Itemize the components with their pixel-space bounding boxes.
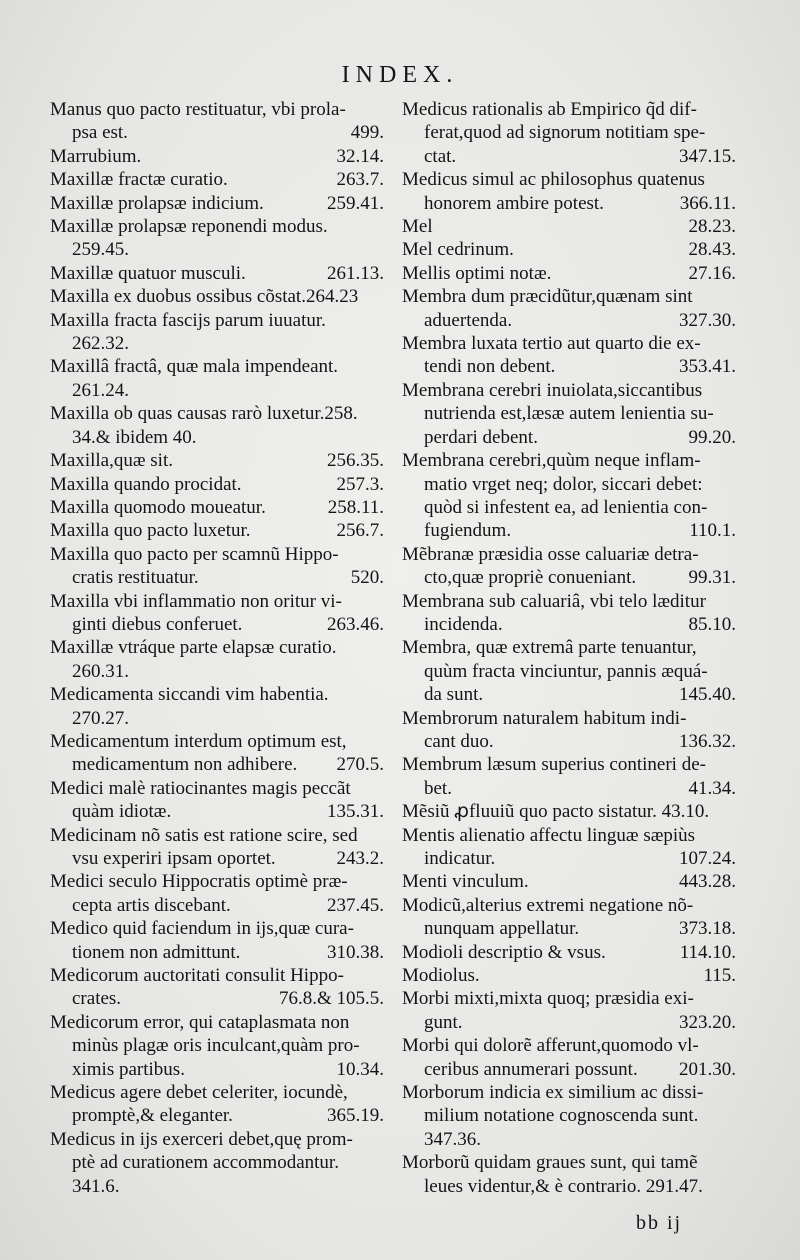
index-entry	[50, 1011, 384, 1081]
entry-text: Maxillâ fractâ, quæ mala impendeant.	[50, 356, 339, 378]
entry-text: Mellis optimi notæ.	[402, 262, 552, 284]
index-line	[402, 379, 736, 402]
index-entry	[50, 98, 384, 145]
entry-text: Medicorum auctoritati consulit Hippo-	[50, 965, 344, 987]
index-entry	[402, 262, 736, 285]
index-entry	[50, 870, 384, 917]
index-line	[402, 660, 736, 683]
entry-text: 34.& ibidem 40.	[72, 426, 197, 448]
index-entry	[402, 964, 736, 987]
page-reference: 261.13.	[327, 262, 384, 284]
index-line	[50, 168, 384, 191]
index-entry	[402, 1151, 736, 1198]
entry-text: 341.6.	[72, 1175, 120, 1197]
index-line	[402, 917, 736, 940]
entry-text: Mentis alienatio affectu linguæ sæpiùs	[402, 824, 696, 846]
index-line	[402, 1034, 736, 1057]
index-line	[50, 192, 384, 215]
index-line	[402, 730, 736, 753]
index-line	[402, 215, 736, 238]
entry-text: Membrana cerebri inuiolata,siccantibus	[402, 379, 703, 401]
index-entry	[50, 777, 384, 824]
entry-text: Morbi qui dolorẽ afferunt,quomodo vl-	[402, 1035, 699, 1057]
entry-text: Maxilla,quæ sit.	[50, 450, 173, 472]
page-reference: 237.45.	[327, 894, 384, 916]
entry-text: matio vrget neq; dolor, siccari debet:	[424, 473, 703, 495]
page-reference: 443.28.	[679, 871, 736, 893]
index-line	[50, 777, 384, 800]
entry-text: 347.36.	[424, 1128, 481, 1150]
index-line	[402, 355, 736, 378]
page-reference: 323.20.	[679, 1011, 736, 1033]
index-column-left	[50, 98, 384, 1198]
entry-text: Medicus simul ac philosophus quatenus	[402, 169, 705, 191]
index-entry	[402, 800, 736, 823]
entry-text: Mel cedrinum.	[402, 239, 514, 261]
index-line	[402, 683, 736, 706]
entry-text: medicamentum non adhibere.	[72, 754, 298, 776]
index-entry	[50, 1081, 384, 1128]
entry-text: 270.27.	[72, 707, 129, 729]
page-reference: 76.8.& 105.5.	[278, 988, 384, 1010]
index-line	[50, 730, 384, 753]
index-entry	[50, 590, 384, 637]
entry-text: Medicus rationalis ab Empirico q̃d dif-	[402, 99, 697, 120]
index-entry	[50, 215, 384, 262]
index-line	[50, 543, 384, 566]
page-reference: 270.5.	[336, 754, 384, 776]
index-line	[402, 426, 736, 449]
index-entry	[50, 519, 384, 542]
index-entry	[402, 753, 736, 800]
index-line	[50, 707, 384, 730]
page-reference: 347.15.	[679, 145, 736, 167]
page-reference: 136.32.	[679, 730, 736, 752]
index-line	[402, 309, 736, 332]
entry-text: Maxilla quando procidat.	[50, 473, 242, 495]
index-line	[402, 145, 736, 168]
index-line	[402, 964, 736, 987]
page-reference: 201.30.	[679, 1058, 736, 1080]
entry-text: Mel	[402, 216, 433, 238]
index-line	[402, 1151, 736, 1174]
index-line	[50, 824, 384, 847]
entry-text: 260.31.	[72, 660, 129, 682]
page-reference: 365.19.	[327, 1105, 384, 1127]
page-reference: 499.	[350, 122, 384, 144]
entry-text: Maxillæ prolapsæ reponendi modus.	[50, 216, 328, 238]
entry-text: cto,quæ propriè conueniant.	[424, 567, 637, 589]
index-line	[50, 449, 384, 472]
index-line	[402, 168, 736, 191]
entry-text: fugiendum.	[424, 520, 512, 542]
index-entry	[50, 496, 384, 519]
index-line	[50, 1151, 384, 1174]
index-line	[402, 1081, 736, 1104]
index-line	[50, 1081, 384, 1104]
index-entry	[50, 636, 384, 683]
index-line	[50, 1175, 384, 1198]
index-entry	[402, 894, 736, 941]
index-entry	[402, 707, 736, 754]
entry-text: Maxilla quo pacto luxetur.	[50, 520, 251, 542]
index-entry	[50, 543, 384, 590]
page-reference: 28.23.	[688, 216, 736, 238]
index-entry	[402, 285, 736, 332]
index-line	[50, 1034, 384, 1057]
entry-text: Medici malè ratiocinantes magis peccãt	[50, 777, 351, 799]
index-entry	[402, 870, 736, 893]
page-reference: 263.7.	[336, 169, 384, 191]
entry-text: nunquam appellatur.	[424, 918, 580, 940]
entry-text: ginti diebus conferuet.	[72, 613, 243, 635]
index-entry	[50, 964, 384, 1011]
index-line	[50, 426, 384, 449]
page-reference: 99.20.	[688, 426, 736, 448]
index-entry	[50, 683, 384, 730]
page-reference: 259.41.	[327, 192, 384, 214]
index-line	[402, 870, 736, 893]
index-line	[50, 1011, 384, 1034]
index-line	[402, 800, 736, 823]
index-line	[402, 332, 736, 355]
index-entry	[402, 98, 736, 168]
index-line	[50, 660, 384, 683]
index-line	[402, 847, 736, 870]
entry-text: Membra, quæ extremâ parte tenuantur,	[402, 637, 697, 659]
entry-text: tendi non debent.	[424, 356, 556, 378]
entry-text: Medicamenta siccandi vim habentia.	[50, 684, 329, 706]
index-entry	[50, 1128, 384, 1198]
index-line	[402, 98, 736, 121]
index-line	[50, 590, 384, 613]
index-line	[50, 636, 384, 659]
index-entry	[402, 238, 736, 261]
index-line	[50, 473, 384, 496]
index-line	[402, 777, 736, 800]
index-line	[50, 800, 384, 823]
entry-text: Medicorum error, qui cataplasmata non	[50, 1011, 350, 1033]
page-reference: 110.1.	[689, 520, 736, 542]
page-reference: 256.35.	[327, 450, 384, 472]
page-reference: 99.31.	[688, 567, 736, 589]
entry-text: Maxilla fracta fascijs parum iuuatur.	[50, 309, 326, 331]
index-line	[402, 496, 736, 519]
index-line	[50, 121, 384, 144]
page-reference: 258.11.	[327, 496, 384, 518]
index-line	[402, 566, 736, 589]
entry-text: Morborũ quidam graues sunt, qui tamẽ	[402, 1152, 698, 1174]
index-line	[50, 1128, 384, 1151]
index-line	[50, 98, 384, 121]
entry-text: indicatur.	[424, 848, 496, 869]
index-line	[50, 402, 384, 425]
entry-text: Maxilla ex duobus ossibus cõstat.264.23	[50, 286, 359, 308]
index-line	[402, 192, 736, 215]
index-line	[50, 355, 384, 378]
entry-text: cratis restituatur.	[72, 567, 199, 589]
entry-text: tionem non admittunt.	[72, 941, 241, 963]
entry-text: Menti vinculum.	[402, 871, 529, 893]
index-entry	[402, 449, 736, 543]
index-line	[402, 449, 736, 472]
index-line	[50, 238, 384, 261]
index-line	[402, 894, 736, 917]
index-line	[402, 1104, 736, 1127]
entry-text: nutrienda est,læsæ autem lenientia su-	[424, 403, 714, 425]
entry-text: Medicamentum interdum optimum est,	[50, 730, 347, 752]
page-reference: 135.31.	[327, 801, 384, 823]
index-line	[402, 543, 736, 566]
index-line	[50, 496, 384, 519]
index-line	[50, 941, 384, 964]
index-entry	[402, 543, 736, 590]
index-entry	[50, 917, 384, 964]
entry-text: psa est.	[72, 122, 128, 144]
page-reference: 41.34.	[688, 777, 736, 799]
entry-text: aduertenda.	[424, 309, 513, 331]
index-entry	[50, 449, 384, 472]
index-line	[402, 987, 736, 1010]
entry-text: ceribus annumerari possunt.	[424, 1058, 638, 1080]
index-entry	[50, 473, 384, 496]
entry-text: Maxillæ prolapsæ indicium.	[50, 192, 264, 214]
entry-text: Marrubium.	[50, 145, 142, 167]
index-entry	[402, 590, 736, 637]
index-column-right	[402, 98, 736, 1198]
entry-text: cepta artis discebant.	[72, 894, 231, 916]
index-entry	[50, 145, 384, 168]
entry-text: 261.24.	[72, 379, 129, 401]
signature-mark: bb ij	[636, 1212, 683, 1234]
index-entry	[402, 941, 736, 964]
entry-text: Maxilla quomodo moueatur.	[50, 496, 266, 518]
index-line	[50, 145, 384, 168]
index-line	[402, 1058, 736, 1081]
index-entry	[402, 1034, 736, 1081]
entry-text: Medicus in ijs exerceri debet,quę prom-	[50, 1128, 353, 1150]
index-line	[402, 707, 736, 730]
entry-text: Maxillæ fractæ curatio.	[50, 169, 228, 191]
page-reference: 107.24.	[679, 848, 736, 869]
entry-text: quùm fracta vinciuntur, pannis æquá-	[424, 660, 708, 682]
index-line	[402, 1128, 736, 1151]
index-line	[402, 473, 736, 496]
index-entry	[50, 285, 384, 308]
entry-text: ferat,quod ad signorum notitiam spe-	[424, 122, 706, 144]
index-entry	[50, 262, 384, 285]
index-line	[50, 964, 384, 987]
index-entry	[402, 379, 736, 449]
entry-text: Maxilla ob quas causas rarò luxetur.258.	[50, 403, 358, 425]
index-line	[50, 870, 384, 893]
index-line	[50, 332, 384, 355]
entry-text: Membrana cerebri,quùm neque inflam-	[402, 450, 701, 472]
index-entry	[50, 824, 384, 871]
index-line	[402, 753, 736, 776]
index-entry	[402, 987, 736, 1034]
page-reference: 27.16.	[688, 262, 736, 284]
entry-text: Medico quid faciendum in ijs,quæ cura-	[50, 918, 354, 940]
entry-text: ptè ad curationem accommodantur.	[72, 1152, 339, 1174]
index-line	[402, 285, 736, 308]
index-entry	[402, 636, 736, 706]
page-reference: 114.10.	[679, 941, 736, 963]
entry-text: milium notatione cognoscenda sunt.	[424, 1105, 699, 1127]
index-entry	[402, 215, 736, 238]
index-line	[402, 121, 736, 144]
entry-text: quàm idiotæ.	[72, 801, 172, 823]
index-line	[50, 215, 384, 238]
page-reference: 257.3.	[336, 473, 384, 495]
entry-text: quòd si infestent ea, ad lenientia con-	[424, 496, 708, 518]
entry-text: Maxilla vbi inflammatio non oritur vi-	[50, 590, 342, 612]
index-line	[402, 519, 736, 542]
entry-text: honorem ambire potest.	[424, 192, 604, 214]
entry-text: Maxilla quo pacto per scamnũ Hippo-	[50, 543, 339, 565]
entry-text: leues videntur,& è contrario. 291.47.	[424, 1175, 703, 1197]
entry-text: Morbi mixti,mixta quoq; præsidia exi-	[402, 988, 694, 1010]
index-line	[402, 1011, 736, 1034]
index-line	[50, 753, 384, 776]
entry-text: ximis partibus.	[72, 1058, 185, 1080]
entry-text: Medicus agere debet celeriter, iocundè,	[50, 1082, 348, 1104]
entry-text: incidenda.	[424, 613, 503, 635]
index-entry	[50, 730, 384, 777]
index-line	[402, 590, 736, 613]
entry-text: Mẽsiũ ꝓfluuiũ quo pacto sistatur. 43.10.	[402, 801, 710, 823]
entry-text: minùs plagæ oris inculcant,quàm pro-	[72, 1035, 360, 1057]
index-line	[50, 894, 384, 917]
entry-text: crates.	[72, 988, 122, 1010]
index-line	[402, 262, 736, 285]
index-line	[50, 987, 384, 1010]
page-reference: 85.10.	[688, 613, 736, 635]
index-entry	[50, 192, 384, 215]
page-reference: 310.38.	[327, 941, 384, 963]
index-entry	[402, 168, 736, 215]
index-line	[50, 519, 384, 542]
entry-text: promptè,& eleganter.	[72, 1105, 233, 1127]
entry-text: vsu experiri ipsam oportet.	[72, 848, 276, 869]
entry-text: Manus quo pacto restituatur, vbi prola-	[50, 99, 346, 120]
entry-text: 259.45.	[72, 239, 129, 261]
page-title: INDEX.	[341, 62, 459, 88]
index-line	[402, 402, 736, 425]
index-line	[50, 1058, 384, 1081]
index-line	[50, 917, 384, 940]
index-line	[50, 566, 384, 589]
entry-text: Membrorum naturalem habitum indi-	[402, 707, 687, 729]
entry-text: 262.32.	[72, 333, 129, 355]
entry-text: cant duo.	[424, 730, 494, 752]
index-line	[50, 285, 384, 308]
entry-text: gunt.	[424, 1011, 463, 1033]
index-entry	[402, 824, 736, 871]
entry-text: Medici seculo Hippocratis optimè præ-	[50, 871, 348, 893]
entry-text: bet.	[424, 777, 452, 799]
index-line	[50, 309, 384, 332]
index-line	[402, 238, 736, 261]
page-reference: 366.11.	[679, 192, 736, 214]
page-reference: 327.30.	[679, 309, 736, 331]
page-reference: 32.14.	[336, 145, 384, 167]
index-entry	[50, 402, 384, 449]
entry-text: Morborum indicia ex similium ac dissi-	[402, 1082, 704, 1104]
entry-text: Membrana sub caluariâ, vbi telo læditur	[402, 590, 706, 612]
index-line	[50, 1104, 384, 1127]
page-reference: 145.40.	[679, 684, 736, 706]
index-line	[402, 1175, 736, 1198]
index-line	[50, 683, 384, 706]
entry-text: Modiolus.	[402, 965, 480, 987]
index-line	[402, 613, 736, 636]
page-reference: 373.18.	[679, 918, 736, 940]
page-reference: 243.2.	[336, 848, 384, 869]
entry-text: Membrum læsum superius contineri de-	[402, 754, 706, 776]
entry-text: Modioli descriptio & vsus.	[402, 941, 606, 963]
index-line	[50, 847, 384, 870]
index-entry	[50, 168, 384, 191]
page-reference: 353.41.	[679, 356, 736, 378]
entry-text: Membra dum præcidũtur,quænam sint	[402, 286, 693, 308]
entry-text: Medicinam nõ satis est ratione scire, sed	[50, 824, 358, 846]
index-entry	[402, 332, 736, 379]
page-reference: 256.7.	[336, 520, 384, 542]
page-reference: 263.46.	[327, 613, 384, 635]
index-line	[50, 379, 384, 402]
entry-text: Modicũ,alterius extremi negatione nõ-	[402, 894, 694, 916]
index-entry	[402, 1081, 736, 1151]
page-reference: 520.	[350, 567, 384, 589]
index-entry	[50, 309, 384, 356]
entry-text: Maxillæ vtráque parte elapsæ curatio.	[50, 637, 337, 659]
index-line	[402, 941, 736, 964]
entry-text: perdari debent.	[424, 426, 538, 448]
page-reference: 10.34.	[336, 1058, 384, 1080]
page-reference: 115.	[703, 965, 736, 987]
entry-text: Mẽbranæ præsidia osse caluariæ detra-	[402, 543, 699, 565]
entry-text: Maxillæ quatuor musculi.	[50, 262, 246, 284]
index-line	[402, 636, 736, 659]
index-line	[402, 824, 736, 847]
index-line	[50, 613, 384, 636]
index-line	[50, 262, 384, 285]
entry-text: Membra luxata tertio aut quarto die ex-	[402, 333, 701, 355]
page-reference: 28.43.	[688, 239, 736, 261]
entry-text: ctat.	[424, 145, 457, 167]
index-entry	[50, 355, 384, 402]
entry-text: da sunt.	[424, 684, 484, 706]
